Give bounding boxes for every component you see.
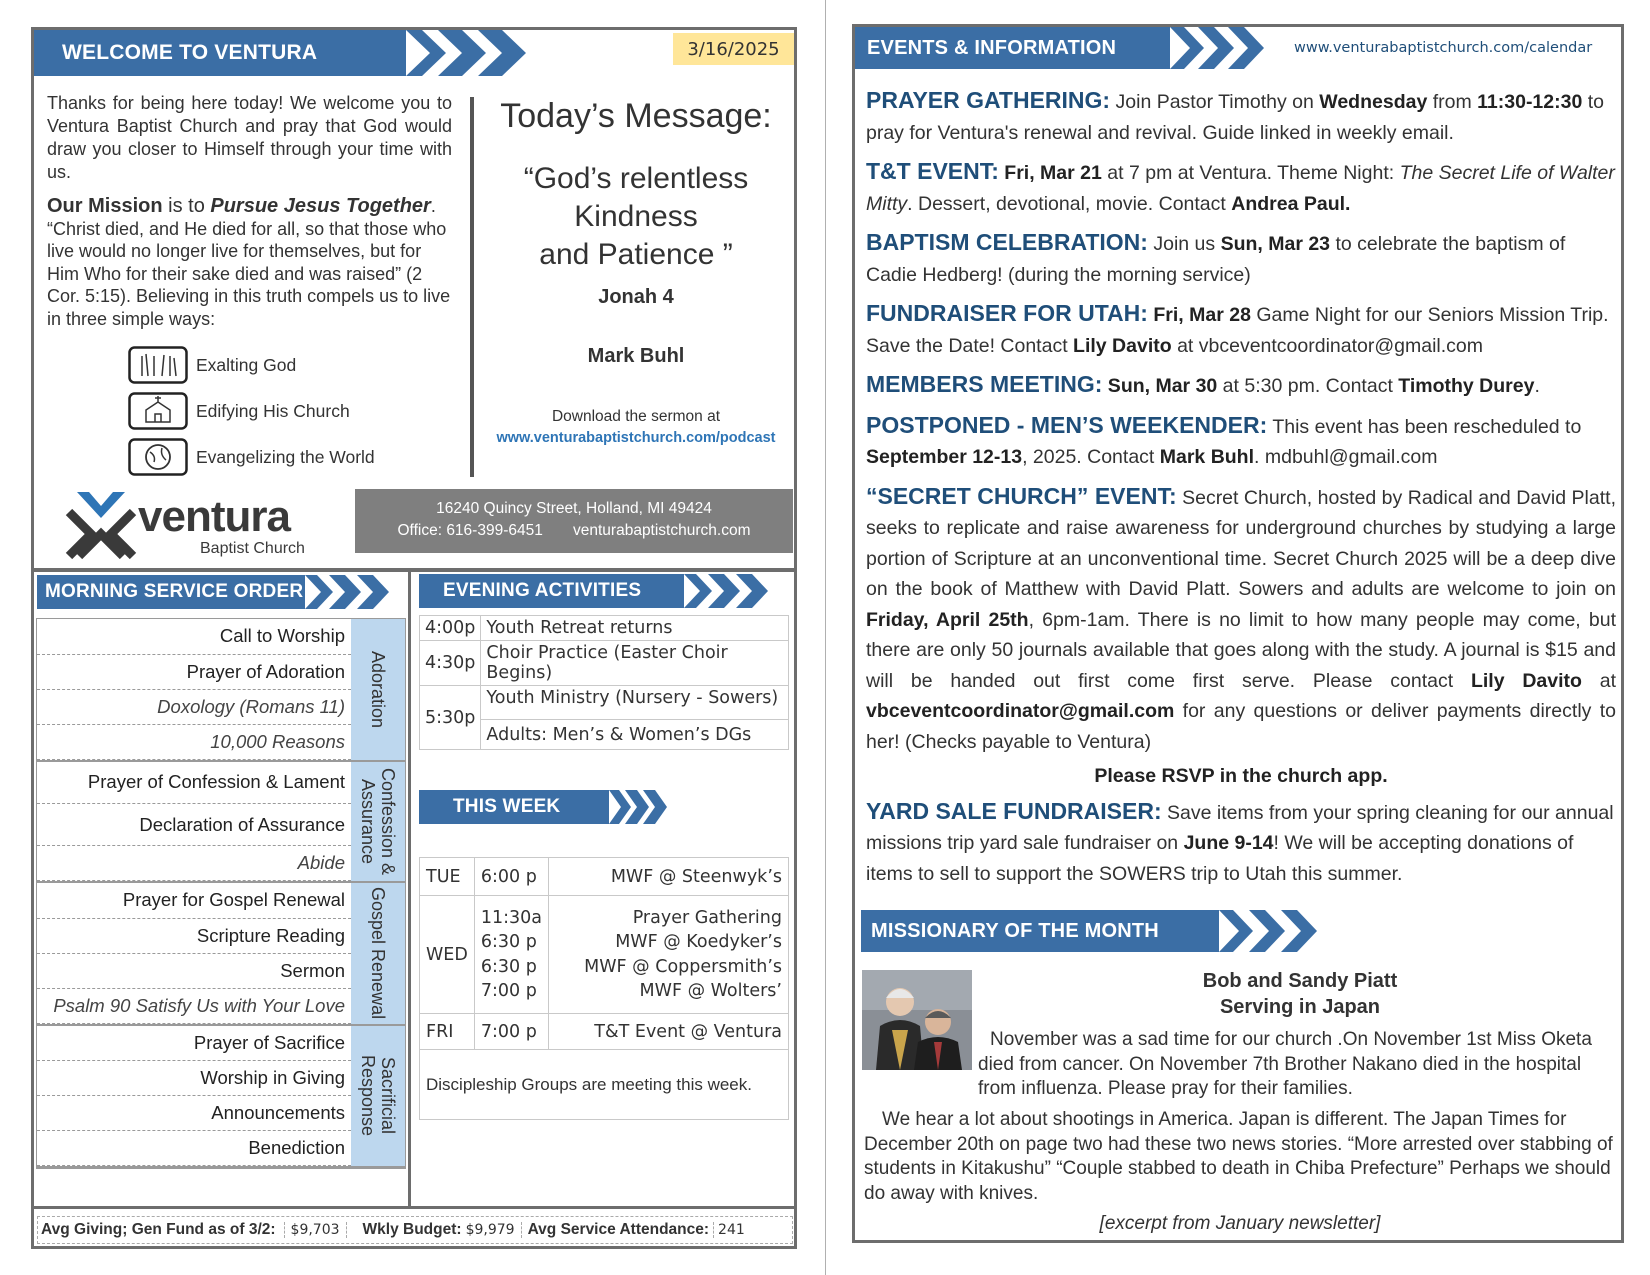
mission-emphasis: Pursue Jesus Together — [210, 195, 431, 217]
welcome-intro-text: Thanks for being here today! We welcome you to Ventura Baptist Church and pray that God would draw you closer to Himself through your time with us. — [47, 93, 452, 182]
event-heading: FUNDRAISER FOR UTAH: — [866, 300, 1148, 326]
evening-activities-table — [419, 615, 789, 750]
address-website[interactable]: venturabaptistchurch.com — [573, 522, 751, 539]
service-order-group-label — [351, 762, 405, 882]
service-order-item-label: Prayer of Confession & Lament — [37, 762, 351, 804]
event-text: Game Night for our Seniors Mission Trip. Save the Date! Contact — [866, 304, 1609, 357]
service-order-item-label: Prayer of Sacrifice — [37, 1026, 351, 1061]
week-event: MWF @ Wolters’ — [639, 981, 782, 1001]
event-bold: Timothy Durey — [1398, 375, 1535, 397]
stats-bar — [37, 1216, 793, 1244]
event-heading: T&T EVENT: — [866, 158, 999, 184]
ventura-logo-subtitle: Baptist Church — [200, 540, 305, 557]
service-order-group-label-text: Gospel Renewal — [368, 887, 388, 1020]
event-heading: POSTPONED - MEN’S WEEKENDER: — [866, 411, 1268, 438]
mission-is: is to — [162, 195, 211, 217]
events-banner — [855, 27, 1170, 69]
missionary-banner-title: MISSIONARY OF THE MONTH — [871, 919, 1159, 942]
week-event: MWF @ Koedyker’s — [615, 932, 782, 952]
week-time: 7:00 p — [480, 981, 537, 1001]
mission-lead: Our Mission — [47, 195, 163, 217]
evening-activities-banner — [419, 574, 684, 608]
weekly-budget-value: $9,979 — [464, 1222, 522, 1238]
way-evangelizing-label: Evangelizing the World — [196, 446, 375, 467]
event-yard-sale — [866, 796, 1616, 890]
ventura-logo-wordmark: ventura — [138, 492, 290, 541]
missionary-excerpt-text: [excerpt from January newsletter] — [1099, 1213, 1381, 1234]
event-text: at — [1581, 669, 1616, 692]
morning-service-banner — [37, 575, 305, 609]
event-bold: Sun, Mar 30 — [1102, 375, 1218, 397]
morning-service-banner-title: MORNING SERVICE ORDER — [45, 581, 304, 602]
address-block — [355, 489, 793, 553]
service-order-item-label: Scripture Reading — [37, 918, 351, 953]
stats-rule — [33, 1206, 797, 1209]
service-order-item — [37, 1096, 351, 1131]
missionary-photo — [862, 970, 972, 1070]
event-text: Secret Church, hosted by Radical and David Platt, seeks to replicate and raise awareness for underground churches by studying a large portion of Scripture at an unconventional time. Secret Church 2025 will be a deep dive on the book of Matthew with David Platt. Sowers and adults are welcome to join on — [866, 486, 1616, 600]
service-order-item-label: 10,000 Reasons — [37, 724, 351, 759]
week-row-wed — [420, 896, 789, 1014]
service-order-group-label-text: Adoration — [368, 650, 388, 728]
service-order-item-label: Worship in Giving — [37, 1061, 351, 1096]
event-bold: vbceventcoordinator@gmail.com — [866, 700, 1175, 722]
event-heading: BAPTISM CELEBRATION: — [866, 229, 1148, 255]
service-order-group — [37, 1026, 405, 1169]
rsvp-note — [866, 761, 1616, 792]
event-text: Join Pastor Timothy on — [1110, 91, 1320, 113]
events-banner-title: EVENTS & INFORMATION — [867, 36, 1117, 59]
this-week-banner — [419, 790, 609, 824]
event-prayer-gathering — [866, 85, 1616, 148]
week-event: T&T Event @ Ventura — [549, 1014, 789, 1050]
week-row-fri — [420, 1014, 789, 1050]
event-bold: Lily Davito — [1073, 334, 1172, 357]
ways-list — [128, 342, 428, 480]
service-order-group-label-text: Sacrificial Response — [358, 1055, 398, 1137]
event-bold: Friday, April 25th — [866, 608, 1029, 631]
week-event: Prayer Gathering — [632, 907, 782, 928]
week-day: WED — [420, 896, 475, 1014]
service-order-item — [37, 988, 351, 1023]
event-text: for any questions or deliver payments directly to her! (Checks payable to Ventura) — [866, 700, 1616, 753]
way-edifying-label: Edifying His Church — [196, 400, 350, 421]
evening-row — [420, 616, 789, 641]
left-column-divider — [408, 570, 411, 1208]
service-order-group-label — [351, 619, 405, 760]
event-text: , 6pm-1am. There is no limit to how many people may come, but there are only 50 journals available that goes along with the study. A journal is $15 and will be handed out first come first serve. Please contact — [866, 608, 1616, 692]
event-heading: YARD SALE FUNDRAISER: — [866, 797, 1162, 824]
evening-activities-chevrons — [684, 574, 784, 608]
welcome-intro — [47, 92, 452, 184]
missionary-names-text: Bob and Sandy Piatt — [1202, 970, 1398, 992]
evening-time: 5:30p — [420, 686, 481, 750]
evening-activity: Choir Practice (Easter Choir Begins) — [481, 641, 789, 686]
week-times — [474, 896, 548, 1014]
events-banner-chevrons — [1170, 27, 1270, 69]
event-heading: MEMBERS MEETING: — [866, 371, 1103, 397]
message-title-line2: Kindness — [574, 200, 698, 233]
service-order-item — [37, 619, 351, 654]
evening-activities-banner-title: EVENING ACTIVITIES — [443, 580, 642, 601]
service-order-item-label: Announcements — [37, 1096, 351, 1131]
event-bold: Andrea Paul. — [1231, 192, 1351, 215]
mission-statement — [47, 195, 452, 330]
events-list — [866, 85, 1616, 897]
event-text: from — [1427, 91, 1478, 113]
service-order-item-label: Prayer of Adoration — [37, 654, 351, 689]
missionary-excerpt-note — [864, 1213, 1616, 1235]
service-order-table — [36, 618, 406, 1169]
service-order-item — [37, 762, 351, 804]
message-passage: Jonah 4 — [598, 286, 674, 308]
missionary-paragraph-2-text: We hear a lot about shootings in America. Japan is different. The Japan Times for December 20th on page two had these two news stories. “More arrested over stabbing of students in Kitakushu” “Couple stabbed to death in Chiba Prefecture” Perhaps we should do away with knives. — [864, 1109, 1613, 1204]
hands-raised-icon — [128, 346, 188, 384]
way-evangelizing — [128, 434, 428, 480]
event-bold: Wednesday — [1319, 91, 1428, 113]
event-bold: June 9-14 — [1183, 832, 1274, 854]
evening-activity: Youth Retreat returns — [481, 616, 789, 641]
message-speaker: Mark Buhl — [587, 345, 685, 367]
welcome-banner — [34, 30, 406, 76]
globe-icon — [128, 438, 188, 476]
way-exalting — [128, 342, 428, 388]
service-order-item-label: Abide — [37, 846, 351, 881]
message-title-line1: “God’s relentless — [523, 162, 749, 195]
event-bold: Lily Davito — [1470, 669, 1582, 692]
event-utah-fundraiser — [866, 298, 1616, 361]
week-time: 6:30 p — [480, 956, 537, 977]
week-event: MWF @ Steenwyk’s — [549, 858, 789, 896]
evening-activity: Youth Ministry (Nursery - Sowers) — [481, 686, 789, 720]
evening-activity: Adults: Men’s & Women’s DGs — [481, 720, 789, 750]
todays-message — [480, 94, 792, 446]
week-events — [549, 896, 789, 1014]
evening-time: 4:30p — [420, 641, 481, 686]
event-bold: 11:30-12:30 — [1477, 91, 1583, 113]
service-order-item — [37, 654, 351, 689]
avg-attendance-value: 241 — [713, 1222, 745, 1238]
event-text: This event has been rescheduled to — [1267, 415, 1582, 438]
event-bold: September 12-13 — [866, 446, 1023, 468]
service-order-groups — [37, 619, 405, 1168]
event-baptism — [866, 227, 1616, 290]
way-edifying — [128, 388, 428, 434]
week-note: Discipleship Groups are meeting this week. — [420, 1050, 789, 1120]
weekly-budget-label: Wkly Budget: — [362, 1221, 462, 1238]
event-bold: Mark Buhl — [1159, 446, 1255, 468]
service-order-item — [37, 804, 351, 846]
week-time: 11:30a — [480, 907, 542, 928]
service-order-item — [37, 689, 351, 724]
event-text: ! We will be accepting donations of items to sell to support the SOWERS trip to Utah this summer. — [866, 832, 1574, 885]
service-order-item-label: Benediction — [37, 1131, 351, 1166]
event-secret-church — [866, 481, 1616, 758]
service-order-item — [37, 846, 351, 881]
service-order-item — [37, 1026, 351, 1061]
welcome-section-rule — [33, 568, 797, 572]
church-building-icon — [128, 392, 188, 430]
week-day: TUE — [420, 858, 475, 896]
service-order-item — [37, 953, 351, 988]
message-heading: Today’s Message: — [500, 97, 772, 135]
ventura-logo — [63, 490, 333, 564]
event-text: Save items from your spring cleaning for our annual missions trip yard sale fundraiser on — [866, 801, 1614, 854]
week-time: 6:00 p — [474, 858, 548, 896]
evening-time: 4:00p — [420, 616, 481, 641]
event-heading: PRAYER GATHERING: — [866, 87, 1111, 113]
event-text: . — [1534, 375, 1540, 397]
event-italic: The Secret Life of Walter Mitty — [866, 162, 1615, 215]
morning-service-chevrons — [305, 575, 405, 609]
service-order-item — [37, 918, 351, 953]
service-order-item-label: Prayer for Gospel Renewal — [37, 883, 351, 918]
message-divider — [470, 97, 474, 477]
service-order-item-label: Sermon — [37, 953, 351, 988]
event-tt — [866, 156, 1616, 219]
missionary-paragraph-1-text: November was a sad time for our church .On November 1st Miss Oketa died from cancer. On November 7th Brother Nakano died in the hospital from influenza. Please pray for their families. — [978, 1029, 1592, 1099]
welcome-banner-chevrons — [406, 30, 531, 76]
address-office-phone: Office: 616-399-6451 — [397, 522, 543, 539]
service-order-item — [37, 724, 351, 759]
missionary-banner — [861, 910, 1219, 952]
event-text: to celebrate the baptism of Cadie Hedberg! (during the morning service) — [866, 233, 1566, 286]
service-order-group-label — [351, 883, 405, 1024]
this-week-table — [419, 857, 789, 1120]
event-text: , 2025. Contact — [1022, 446, 1160, 468]
this-week-banner-title: THIS WEEK — [453, 796, 561, 817]
event-heading: “SECRET CHURCH” EVENT: — [866, 482, 1177, 509]
this-week-chevrons — [609, 790, 689, 824]
missionary-paragraph-1 — [978, 1028, 1616, 1102]
service-order-item — [37, 1061, 351, 1096]
event-bold: Fri, Mar 21 — [998, 162, 1102, 184]
service-order-item — [37, 1131, 351, 1166]
event-members-meeting — [866, 369, 1616, 402]
event-text: Join us — [1147, 233, 1221, 255]
event-text: at vbceventcoordinator@gmail.com — [1171, 334, 1484, 357]
week-row-note — [420, 1050, 789, 1120]
week-day: FRI — [420, 1014, 475, 1050]
missionary-banner-chevrons — [1219, 910, 1329, 952]
event-text: to pray for Ventura's renewal and revival. Guide linked in weekly email. — [866, 91, 1604, 144]
service-order-item-label: Doxology (Romans 11) — [37, 689, 351, 724]
service-order-item-label: Psalm 90 Satisfy Us with Your Love — [37, 988, 351, 1023]
rsvp-text: Please RSVP in the church app. — [1094, 765, 1388, 787]
sermon-podcast-link[interactable]: www.venturabaptistchurch.com/podcast — [496, 430, 776, 446]
missionary-paragraph-2 — [864, 1108, 1616, 1206]
evening-row — [420, 641, 789, 686]
service-order-item — [37, 883, 351, 918]
event-bold: Fri, Mar 28 — [1147, 304, 1251, 326]
bulletin-date — [673, 33, 794, 65]
service-order-item-label: Call to Worship — [37, 619, 351, 654]
way-exalting-label: Exalting God — [196, 354, 297, 375]
mission-text: . “Christ died, and He died for all, so that those who live would no longer live for themselves, but for Him Who for their sake died and was raised” (2 Cor. 5:15). Believing in this truth compels us to live in three simple ways: — [47, 196, 451, 329]
service-order-group — [37, 762, 405, 884]
service-order-item-label: Declaration of Assurance — [37, 804, 351, 846]
service-order-group — [37, 883, 405, 1026]
ventura-logo-mark — [63, 490, 138, 562]
avg-giving-label: Avg Giving; Gen Fund as of 3/2: — [41, 1221, 276, 1238]
event-text: . mdbuhl@gmail.com — [1254, 446, 1438, 468]
event-text: at 5:30 pm. Contact — [1217, 375, 1399, 397]
event-text: . Dessert, devotional, movie. Contact — [907, 192, 1232, 215]
event-bold: Sun, Mar 23 — [1220, 233, 1331, 255]
bulletin-date-text: 3/16/2025 — [687, 38, 780, 60]
service-order-group — [37, 619, 405, 762]
avg-giving-value: $9,703 — [284, 1222, 347, 1238]
event-text: at 7 pm at Ventura. Theme Night: — [1101, 162, 1400, 184]
week-time: 7:00 p — [474, 1014, 548, 1050]
service-order-group-label-text: Confession & Assurance — [358, 767, 398, 875]
week-row-tue — [420, 858, 789, 896]
week-time: 6:30 p — [480, 932, 537, 952]
evening-row — [420, 686, 789, 720]
message-title-line3: and Patience ” — [539, 238, 733, 271]
sermon-download-label: Download the sermon at — [551, 408, 720, 425]
welcome-banner-title: WELCOME TO VENTURA — [62, 41, 318, 64]
avg-attendance-label: Avg Service Attendance: — [527, 1221, 710, 1238]
address-street: 16240 Quincy Street, Holland, MI 49424 — [436, 500, 712, 517]
missionary-location: Serving in Japan — [1219, 996, 1381, 1018]
service-order-group-label — [351, 1026, 405, 1167]
event-mens-weekender — [866, 410, 1616, 473]
events-calendar-link[interactable]: www.venturabaptistchurch.com/calendar — [1294, 40, 1593, 56]
missionary-names — [980, 968, 1620, 1020]
page-fold-line — [825, 0, 826, 1275]
week-event: MWF @ Coppersmith’s — [584, 956, 782, 977]
